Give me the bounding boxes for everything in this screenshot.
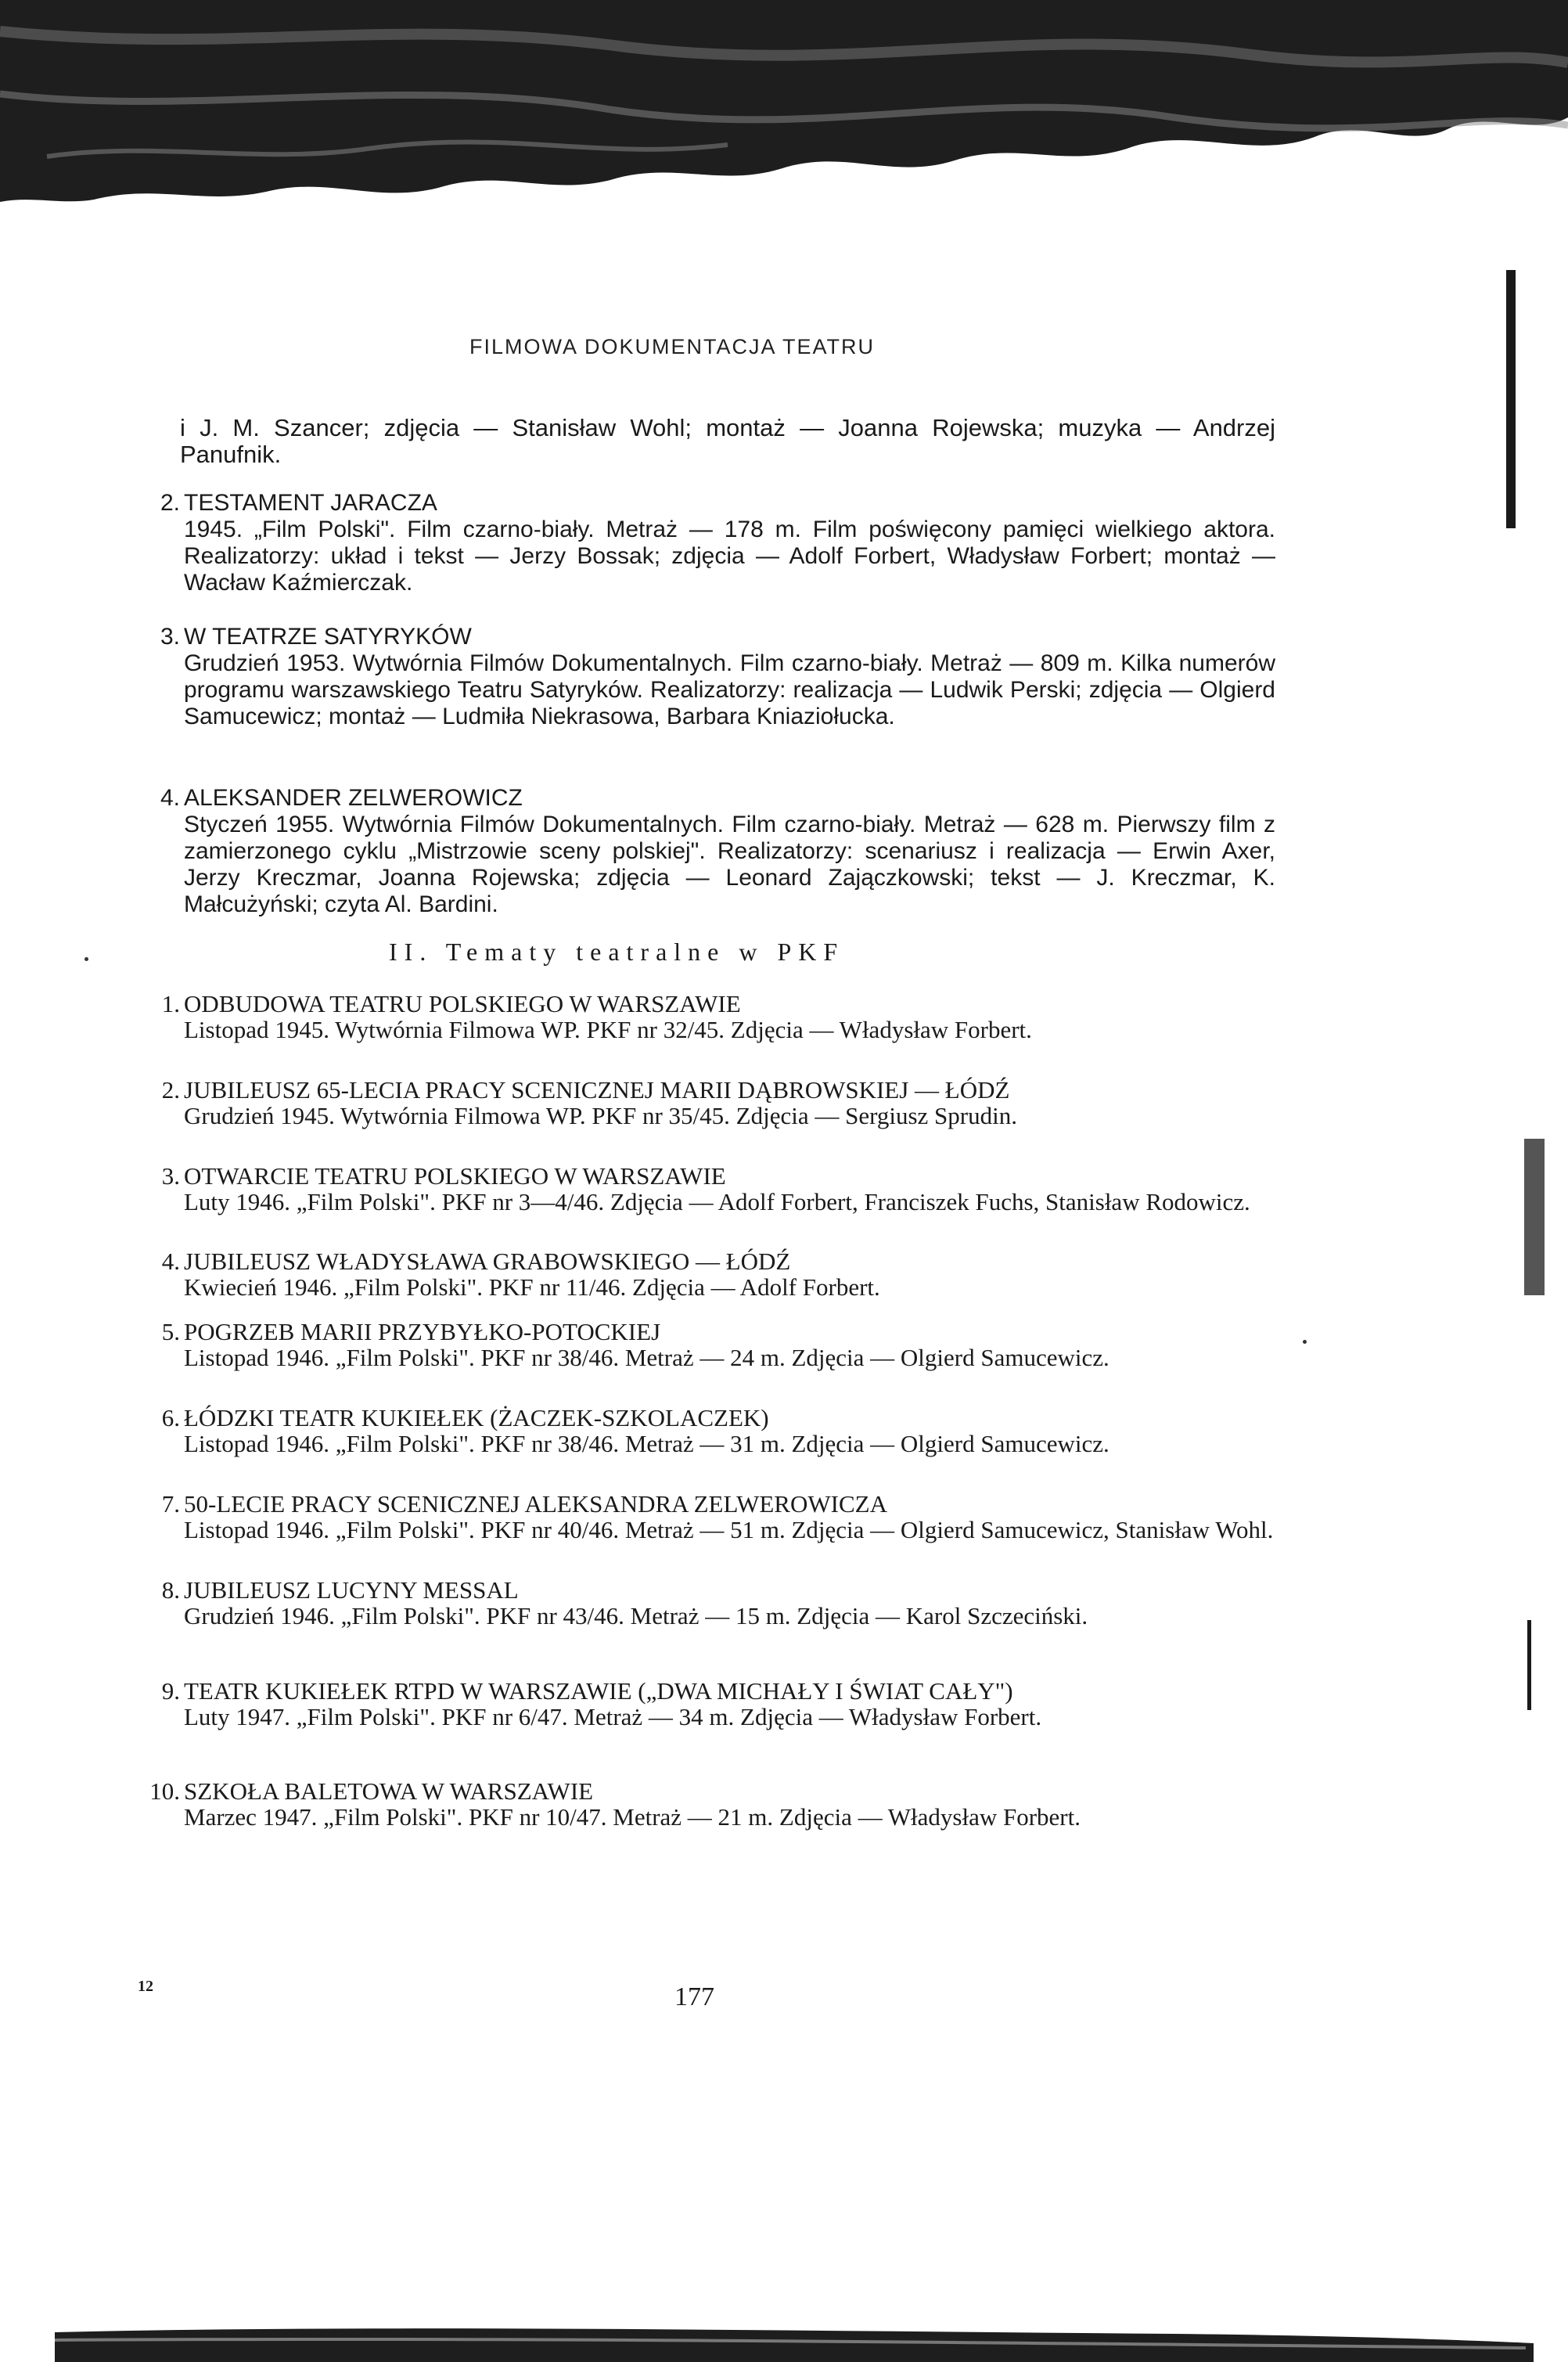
- entry-title: POGRZEB MARII PRZYBYŁKO-POTOCKIEJ: [184, 1318, 661, 1345]
- entry-body: [184, 624, 1275, 730]
- intro-paragraph: i J. M. Szancer; zdjęcia — Stanisław Wohl; montaż — Joanna Rojewska; muzyka — Andrzej Panufnik.: [180, 414, 1275, 468]
- entry-text: Grudzień 1953. Wytwórnia Filmów Dokumentalnych. Film czarno-biały. Metraż — 809 m. Kilka numerów programu warszawskiego Teatru Satyryków. Realizatorzy: realizacja — Ludwik Perski; zdjęcia — Olgierd Samucewicz; montaż — Ludmiła Niekrasowa, Barbara Kniaziołucka.: [184, 650, 1275, 729]
- entry-body: [184, 1405, 1275, 1456]
- entry-text: Marzec 1947. „Film Polski". PKF nr 10/47. Metraż — 21 m. Zdjęcia — Władysław Forbert.: [184, 1803, 1081, 1831]
- scan-edge-mark: [1524, 1139, 1545, 1295]
- entry-body: [184, 1577, 1275, 1629]
- entry-title: W TEATRZE SATYRYKÓW: [184, 624, 472, 650]
- entry-title: OTWARCIE TEATRU POLSKIEGO W WARSZAWIE: [184, 1162, 726, 1190]
- entry-number: 4.: [160, 785, 180, 811]
- entry-text: Listopad 1946. „Film Polski". PKF nr 38/46. Metraż — 31 m. Zdjęcia — Olgierd Samucewicz.: [184, 1430, 1109, 1457]
- part1-entry: [149, 624, 1275, 730]
- entry-title: JUBILEUSZ LUCYNY MESSAL: [184, 1576, 519, 1604]
- entry-number: 5.: [161, 1318, 180, 1345]
- running-header: FILMOWA DOKUMENTACJA TEATRU: [469, 335, 876, 358]
- scan-dot: [1303, 1340, 1307, 1344]
- entry-number: 2.: [161, 1076, 180, 1104]
- entry-text: Listopad 1946. „Film Polski". PKF nr 40/46. Metraż — 51 m. Zdjęcia — Olgierd Samucewicz, Stanisław Wohl.: [184, 1516, 1274, 1543]
- entry-body: [184, 1678, 1275, 1730]
- entry-number: 3.: [160, 624, 180, 650]
- scan-border-bottom: [0, 2317, 1568, 2362]
- part2-entry: [149, 1163, 1275, 1215]
- entry-title: ALEKSANDER ZELWEROWICZ: [184, 785, 523, 811]
- entry-text: Listopad 1946. „Film Polski". PKF nr 38/46. Metraż — 24 m. Zdjęcia — Olgierd Samucewicz.: [184, 1344, 1109, 1371]
- part2-entry: [149, 1678, 1275, 1730]
- entry-text: Kwiecień 1946. „Film Polski". PKF nr 11/46. Zdjęcia — Adolf Forbert.: [184, 1273, 880, 1301]
- part2-entry: [149, 1248, 1275, 1300]
- entry-number: 4.: [161, 1248, 180, 1275]
- entry-text: 1945. „Film Polski". Film czarno-biały. Metraż — 178 m. Film poświęcony pamięci wielkiego aktora. Realizatorzy: układ i tekst — Jerzy Bossak; zdjęcia — Adolf Forbert, Władysław Forbert; montaż — Wacław Kaźmierczak.: [184, 517, 1275, 596]
- scan-border-top: [0, 0, 1568, 207]
- entry-number: 9.: [161, 1677, 180, 1705]
- entry-body: [184, 1077, 1275, 1129]
- section-title: II. Tematy teatralne w PKF: [389, 938, 845, 966]
- entry-number: 7.: [161, 1490, 180, 1518]
- entry-title: JUBILEUSZ 65-LECIA PRACY SCENICZNEJ MARII DĄBROWSKIEJ — ŁÓDŹ: [184, 1076, 1010, 1104]
- entry-number: 10.: [149, 1777, 180, 1805]
- part2-entry: [149, 991, 1275, 1042]
- scan-edge-mark: [1506, 270, 1516, 528]
- part2-entry: [149, 1491, 1275, 1543]
- entry-title: ODBUDOWA TEATRU POLSKIEGO W WARSZAWIE: [184, 990, 741, 1017]
- entry-text: Listopad 1945. Wytwórnia Filmowa WP. PKF nr 32/45. Zdjęcia — Władysław Forbert.: [184, 1016, 1032, 1043]
- entry-body: [184, 490, 1275, 596]
- part1-entry: [149, 785, 1275, 918]
- scan-edge-mark: [1527, 1620, 1531, 1710]
- entry-body: [184, 991, 1275, 1042]
- entry-text: Luty 1947. „Film Polski". PKF nr 6/47. Metraż — 34 m. Zdjęcia — Władysław Forbert.: [184, 1703, 1042, 1730]
- page-number: 177: [674, 1982, 714, 2011]
- part2-entry: [149, 1319, 1275, 1370]
- part2-entry: [149, 1077, 1275, 1129]
- part2-entry: [149, 1405, 1275, 1456]
- entry-number: 2.: [160, 490, 180, 516]
- entry-body: [184, 1163, 1275, 1215]
- entry-body: [184, 1491, 1275, 1543]
- entry-title: JUBILEUSZ WŁADYSŁAWA GRABOWSKIEGO — ŁÓDŹ: [184, 1248, 791, 1275]
- entry-title: 50-LECIE PRACY SCENICZNEJ ALEKSANDRA ZELWEROWICZA: [184, 1490, 887, 1518]
- entry-title: ŁÓDZKI TEATR KUKIEŁEK (ŻACZEK-SZKOLACZEK): [184, 1404, 769, 1431]
- entry-number: 1.: [161, 990, 180, 1017]
- entry-title: SZKOŁA BALETOWA W WARSZAWIE: [184, 1777, 594, 1805]
- entry-text: Styczeń 1955. Wytwórnia Filmów Dokumentalnych. Film czarno-biały. Metraż — 628 m. Pierwszy film z zamierzonego cyklu „Mistrzowie sceny polskiej". Realizatorzy: scenariusz i realizacja — Erwin Axer, Jerzy Kreczmar, Joanna Rojewska; zdjęcia — Leonard Zajączkowski; tekst — J. Kreczmar, K. Małcużyński; czyta Al. Bardini.: [184, 812, 1275, 917]
- entry-number: 6.: [161, 1404, 180, 1431]
- entry-title: TESTAMENT JARACZA: [184, 490, 437, 516]
- entry-title: TEATR KUKIEŁEK RTPD W WARSZAWIE („DWA MICHAŁY I ŚWIAT CAŁY"): [184, 1677, 1013, 1705]
- entry-body: [184, 1319, 1275, 1370]
- part1-entry: [149, 490, 1275, 596]
- entry-text: Grudzień 1946. „Film Polski". PKF nr 43/46. Metraż — 15 m. Zdjęcia — Karol Szczeciński.: [184, 1602, 1088, 1629]
- part2-entry: [149, 1778, 1275, 1830]
- entry-body: [184, 1778, 1275, 1830]
- entry-body: [184, 785, 1275, 918]
- signature-mark: 12: [138, 1978, 153, 1995]
- scan-dot: [85, 957, 88, 961]
- entry-text: Luty 1946. „Film Polski". PKF nr 3—4/46. Zdjęcia — Adolf Forbert, Franciszek Fuchs, Stanisław Rodowicz.: [184, 1188, 1250, 1215]
- entry-text: Grudzień 1945. Wytwórnia Filmowa WP. PKF nr 35/45. Zdjęcia — Sergiusz Sprudin.: [184, 1102, 1017, 1129]
- part2-entry: [149, 1577, 1275, 1629]
- entry-body: [184, 1248, 1275, 1300]
- entry-number: 8.: [161, 1576, 180, 1604]
- entry-number: 3.: [161, 1162, 180, 1190]
